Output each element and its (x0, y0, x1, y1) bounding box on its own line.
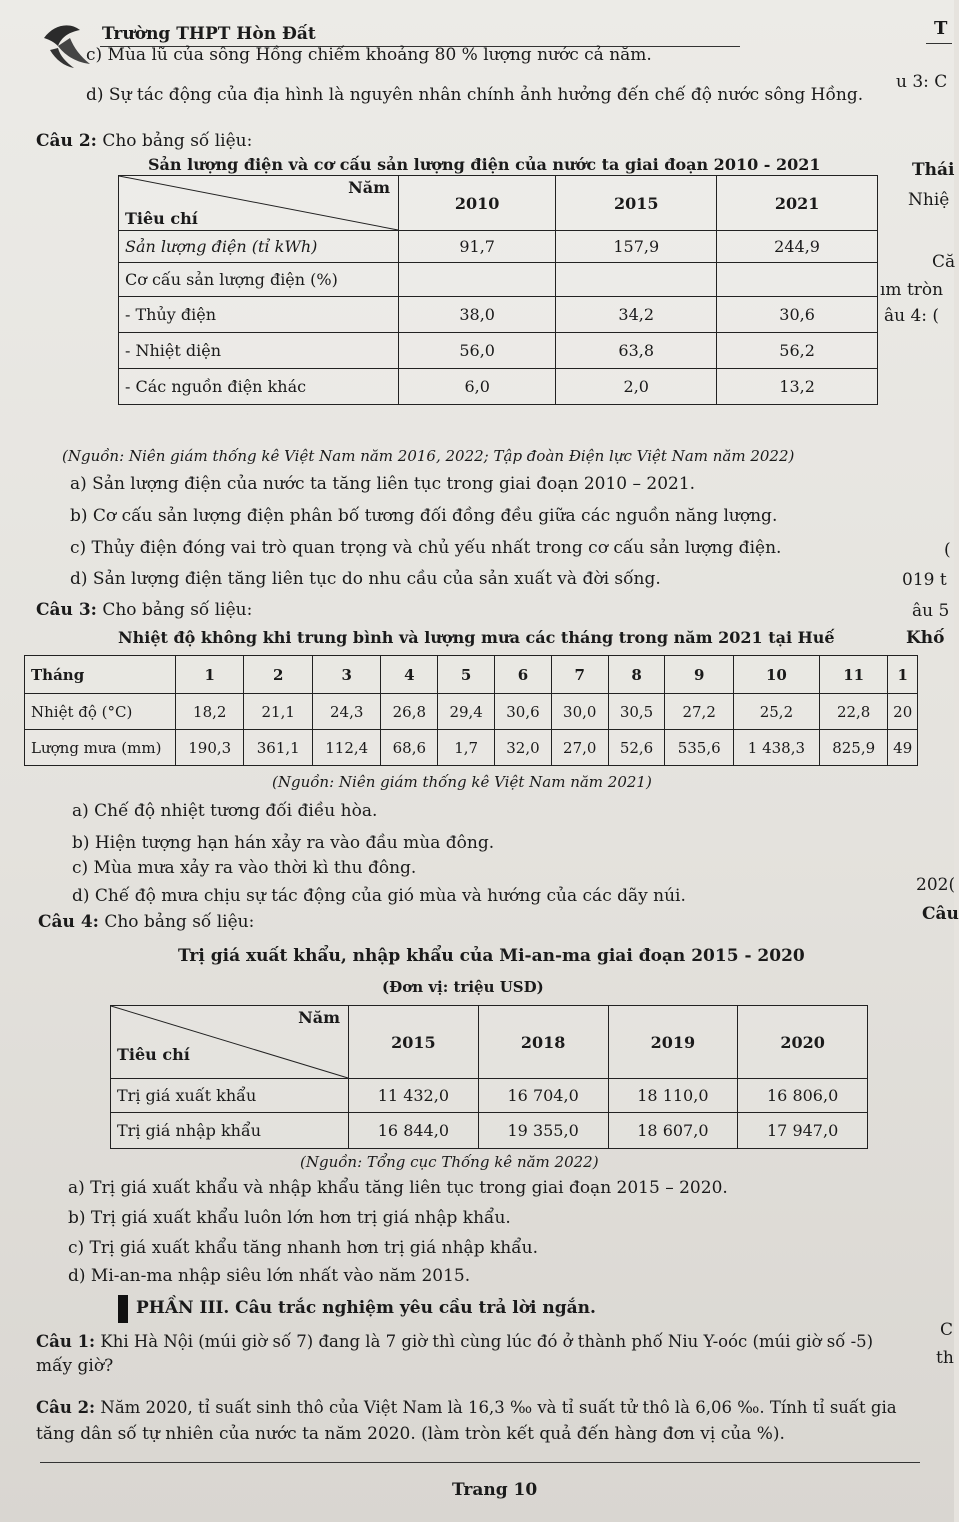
q4-table-title: Trị giá xuất khẩu, nhập khẩu của Mi-an-ma giai đoạn 2015 - 2020 (178, 946, 805, 966)
q3-cell: 27,2 (665, 694, 733, 730)
q3-cell: 112,4 (312, 730, 380, 766)
q3-heading (36, 600, 252, 620)
q3-month: 4 (381, 656, 438, 694)
q3-month: 2 (244, 656, 312, 694)
q3-statement-c: c) Mùa mưa xảy ra vào thời kì thu đông. (72, 858, 417, 878)
q1-statement-d: d) Sự tác động của địa hình là nguyên nhân chính ảnh hưởng đến chế độ nước sông Hồng. (86, 85, 864, 105)
part3-q1-text: Khi Hà Nội (múi giờ số 7) đang là 7 giờ thì cùng lúc đó ở thành phố Niu Y-oóc (múi giờ số -5) (100, 1332, 874, 1351)
q3-month: 3 (312, 656, 380, 694)
q2-intro: Cho bảng số liệu: (102, 131, 253, 151)
q3-month: 10 (733, 656, 819, 694)
q4-intro: Cho bảng số liệu: (104, 912, 255, 932)
table-row (119, 333, 878, 369)
q3-cell: 535,6 (665, 730, 733, 766)
q3-month: 6 (495, 656, 552, 694)
q2-cell: 38,0 (399, 297, 556, 333)
q4-corner-cell (111, 1006, 349, 1079)
q2-statement-b: b) Cơ cấu sản lượng điện phân bố tương đối đồng đều giữa các nguồn năng lượng. (70, 506, 778, 526)
side-fragment: Câu (922, 904, 959, 924)
q3-month: 7 (551, 656, 608, 694)
side-fragment: 019 t (902, 570, 947, 590)
q4-cell: 11 432,0 (349, 1079, 479, 1113)
q2-cell: 91,7 (399, 231, 556, 263)
q3-label: Câu 3: (36, 600, 97, 620)
q3-row-label: Lượng mưa (mm) (25, 730, 176, 766)
q2-year-header: 2010 (399, 176, 556, 231)
q4-corner-criteria: Tiêu chí (117, 1045, 190, 1064)
side-fragment: âu 4: ( (884, 306, 940, 326)
q3-cell: 68,6 (381, 730, 438, 766)
table-row (119, 369, 878, 405)
q2-statement-d: d) Sản lượng điện tăng liên tục do nhu cầu của sản xuất và đời sống. (70, 569, 661, 589)
q3-intro: Cho bảng số liệu: (102, 600, 253, 620)
section-marker (118, 1295, 128, 1323)
table-row (25, 730, 918, 766)
q2-cell: 244,9 (717, 231, 878, 263)
q2-cell: 56,0 (399, 333, 556, 369)
q3-cell: 30,0 (551, 694, 608, 730)
side-fragment: 202( (916, 875, 956, 895)
q4-year-header: 2015 (349, 1006, 479, 1079)
q2-cell: 2,0 (556, 369, 717, 405)
side-fragment: Că (932, 252, 956, 272)
q2-row-label: Cơ cấu sản lượng điện (%) (119, 263, 399, 297)
q2-corner-cell (119, 176, 399, 231)
table-row (119, 263, 878, 297)
part3-q1 (36, 1332, 873, 1351)
q2-statement-a: a) Sản lượng điện của nước ta tăng liên tục trong giai đoạn 2010 – 2021. (70, 474, 696, 494)
side-fragment: Nhiệ (908, 190, 950, 210)
q2-year-header: 2015 (556, 176, 717, 231)
page-number: Trang 10 (452, 1480, 538, 1500)
q1-statement-c: c) Mùa lũ của sông Hồng chiếm khoảng 80 % lượng nước cả năm. (86, 45, 652, 65)
side-fragment: âu 5 (912, 601, 950, 621)
q4-cell: 16 844,0 (349, 1113, 479, 1149)
table-row (111, 1006, 868, 1079)
table-row (25, 656, 918, 694)
q3-month: 5 (438, 656, 495, 694)
q3-month: 11 (819, 656, 887, 694)
q3-cell: 18,2 (176, 694, 244, 730)
q3-cell: 1 438,3 (733, 730, 819, 766)
q3-cell: 22,8 (819, 694, 887, 730)
table-row (111, 1113, 868, 1149)
q4-cell: 18 607,0 (608, 1113, 738, 1149)
q4-statement-b: b) Trị giá xuất khẩu luôn lớn hơn trị giá nhập khẩu. (68, 1208, 511, 1228)
q4-statement-c: c) Trị giá xuất khẩu tăng nhanh hơn trị giá nhập khẩu. (68, 1238, 538, 1258)
table-row (25, 694, 918, 730)
q4-year-header: 2019 (608, 1006, 738, 1079)
table-row (119, 176, 878, 231)
q2-corner-criteria: Tiêu chí (125, 209, 198, 228)
q2-cell: 157,9 (556, 231, 717, 263)
q3-month: 8 (608, 656, 665, 694)
part3-q2-text: Năm 2020, tỉ suất sinh thô của Việt Nam là 16,3 ‰ và tỉ suất tử thô là 6,06 ‰. Tính tỉ suất gia (100, 1398, 897, 1417)
q4-corner-year: Năm (298, 1008, 340, 1027)
q2-cell: 34,2 (556, 297, 717, 333)
q4-year-header: 2020 (738, 1006, 868, 1079)
q3-cell: 29,4 (438, 694, 495, 730)
q4-table (110, 1005, 868, 1149)
q3-cell: 52,6 (608, 730, 665, 766)
top-right-rule (926, 43, 952, 44)
q3-cell: 49 (888, 730, 918, 766)
q3-cell: 825,9 (819, 730, 887, 766)
top-right-letter: T (934, 18, 948, 39)
school-name: Trường THPT Hòn Đất (102, 24, 316, 44)
q3-cell: 20 (888, 694, 918, 730)
part3-q2-label: Câu 2: (36, 1398, 96, 1417)
q3-row-label: Nhiệt độ (°C) (25, 694, 176, 730)
q3-month: 1 (176, 656, 244, 694)
q4-cell: 16 704,0 (478, 1079, 608, 1113)
q2-cell: 56,2 (717, 333, 878, 369)
part3-q1-cont: mấy giờ? (36, 1356, 114, 1376)
q2-cell: 63,8 (556, 333, 717, 369)
q3-cell: 32,0 (495, 730, 552, 766)
part3-q2 (36, 1398, 897, 1417)
side-fragment: ( (944, 540, 951, 560)
q3-header-label: Tháng (25, 656, 176, 694)
q4-cell: 16 806,0 (738, 1079, 868, 1113)
q2-label: Câu 2: (36, 131, 97, 151)
q4-label: Câu 4: (38, 912, 99, 932)
q4-unit: (Đơn vị: triệu USD) (382, 978, 544, 996)
part3-q2-cont: tăng dân số tự nhiên của nước ta năm 2020. (làm tròn kết quả đến hàng đơn vị của %). (36, 1424, 785, 1444)
q4-row-label: Trị giá nhập khẩu (111, 1113, 349, 1149)
q4-cell: 17 947,0 (738, 1113, 868, 1149)
q3-cell: 361,1 (244, 730, 312, 766)
q2-heading (36, 131, 252, 151)
q3-table-title: Nhiệt độ không khi trung bình và lượng mưa các tháng trong năm 2021 tại Huế (118, 628, 835, 647)
q4-heading (38, 912, 254, 932)
table-row (119, 297, 878, 333)
footer-rule (40, 1462, 920, 1463)
q2-year-header: 2021 (717, 176, 878, 231)
q3-table (24, 655, 918, 766)
q2-row-label: Sản lượng điện (tỉ kWh) (119, 231, 399, 263)
table-row (119, 231, 878, 263)
q2-cell: 6,0 (399, 369, 556, 405)
q3-cell: 1,7 (438, 730, 495, 766)
side-fragment: C (940, 1320, 954, 1340)
q4-statement-a: a) Trị giá xuất khẩu và nhập khẩu tăng liên tục trong giai đoạn 2015 – 2020. (68, 1178, 728, 1198)
q2-table-title: Sản lượng điện và cơ cấu sản lượng điện của nước ta giai đoạn 2010 - 2021 (148, 155, 821, 174)
q4-row-label: Trị giá xuất khẩu (111, 1079, 349, 1113)
q3-cell: 30,5 (608, 694, 665, 730)
side-fragment: Khố (906, 628, 945, 648)
q3-cell: 26,8 (381, 694, 438, 730)
q2-row-label: - Thủy điện (119, 297, 399, 333)
q3-cell: 30,6 (495, 694, 552, 730)
q2-cell: 13,2 (717, 369, 878, 405)
q4-year-header: 2018 (478, 1006, 608, 1079)
q2-cell (399, 263, 556, 297)
q3-cell: 190,3 (176, 730, 244, 766)
q2-cell (717, 263, 878, 297)
q3-statement-b: b) Hiện tượng hạn hán xảy ra vào đầu mùa đông. (72, 833, 495, 853)
q4-cell: 19 355,0 (478, 1113, 608, 1149)
q2-row-label: - Nhiệt diện (119, 333, 399, 369)
q2-cell (556, 263, 717, 297)
q4-source: (Nguồn: Tổng cục Thống kê năm 2022) (300, 1153, 599, 1171)
q3-statement-a: a) Chế độ nhiệt tương đối điều hòa. (72, 801, 378, 821)
q3-cell: 25,2 (733, 694, 819, 730)
q2-table (118, 175, 878, 405)
q3-source: (Nguồn: Niên giám thống kê Việt Nam năm 2021) (272, 773, 652, 791)
q3-month: 1 (888, 656, 918, 694)
side-fragment: ım tròn (880, 280, 944, 300)
q3-statement-d: d) Chế độ mưa chịu sự tác động của gió mùa và hướng của các dãy núi. (72, 886, 686, 906)
side-fragment: Thái (912, 160, 955, 180)
side-fragment: th (936, 1348, 954, 1368)
q2-row-label: - Các nguồn điện khác (119, 369, 399, 405)
q3-cell: 24,3 (312, 694, 380, 730)
q3-month: 9 (665, 656, 733, 694)
q3-cell: 27,0 (551, 730, 608, 766)
table-row (111, 1079, 868, 1113)
q2-source: (Nguồn: Niên giám thống kê Việt Nam năm 2016, 2022; Tập đoàn Điện lực Việt Nam năm 2022) (62, 447, 795, 465)
q2-statement-c: c) Thủy điện đóng vai trò quan trọng và chủ yếu nhất trong cơ cấu sản lượng điện. (70, 538, 782, 558)
q2-cell: 30,6 (717, 297, 878, 333)
part3-heading: PHẦN III. Câu trắc nghiệm yêu cầu trả lời ngắn. (136, 1298, 596, 1318)
part3-q1-label: Câu 1: (36, 1332, 96, 1351)
side-fragment: u 3: C (896, 72, 948, 92)
q4-statement-d: d) Mi-an-ma nhập siêu lớn nhất vào năm 2015. (68, 1266, 471, 1286)
q4-cell: 18 110,0 (608, 1079, 738, 1113)
q3-cell: 21,1 (244, 694, 312, 730)
q2-corner-year: Năm (348, 178, 390, 197)
